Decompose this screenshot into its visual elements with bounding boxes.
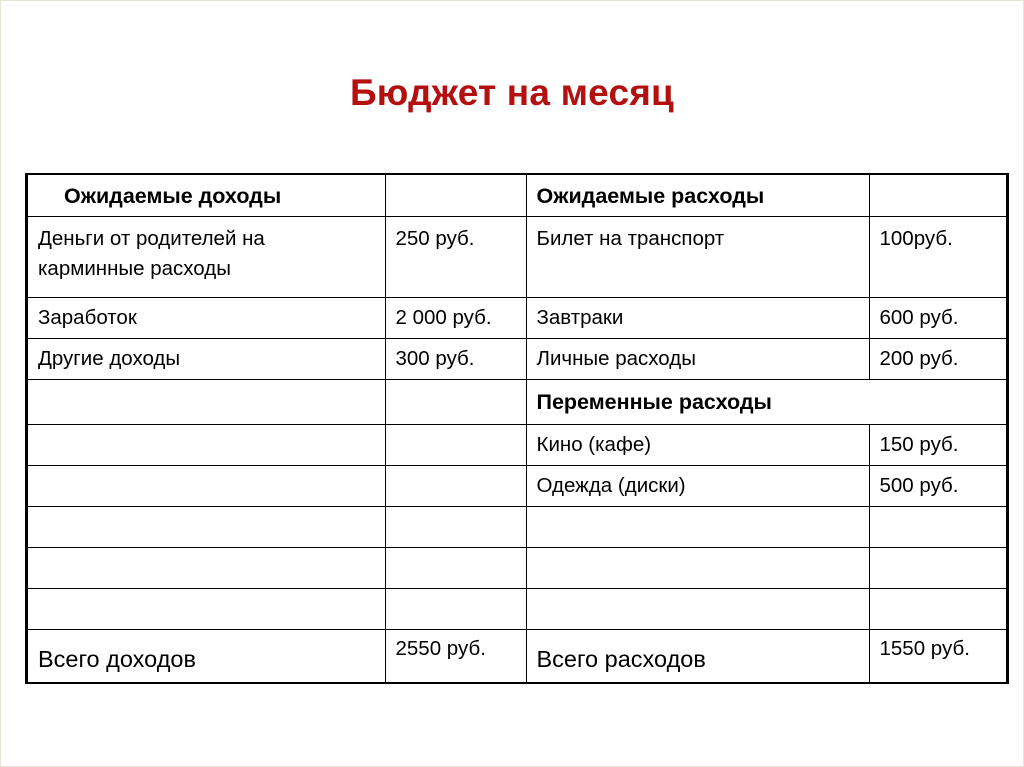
income-amount — [385, 507, 526, 548]
income-item — [27, 466, 385, 507]
expense-amount: 600 руб. — [869, 298, 1007, 339]
income-item: Заработок — [27, 298, 385, 339]
total-expense-amount: 1550 руб. — [869, 630, 1007, 683]
table-row — [27, 548, 1007, 589]
expense-amount — [869, 589, 1007, 630]
expense-amount — [869, 507, 1007, 548]
income-item: Другие доходы — [27, 339, 385, 380]
expense-item — [526, 507, 869, 548]
total-income-amount: 2550 руб. — [385, 630, 526, 683]
income-item: Деньги от родителей на карминные расходы — [27, 217, 385, 298]
page-title: Бюджет на месяц — [349, 72, 674, 113]
table-row — [27, 507, 1007, 548]
expense-item: Одежда (диски) — [526, 466, 869, 507]
table-row — [27, 217, 1007, 298]
table-row — [27, 466, 1007, 507]
expense-item: Личные расходы — [526, 339, 869, 380]
expense-item: Завтраки — [526, 298, 869, 339]
income-header: Ожидаемые доходы — [27, 175, 385, 217]
income-item — [27, 548, 385, 589]
table-row — [27, 589, 1007, 630]
expense-amount: 500 руб. — [869, 466, 1007, 507]
table-header-row — [27, 175, 1007, 217]
table-row — [27, 380, 1007, 425]
expense-header: Ожидаемые расходы — [526, 175, 869, 217]
income-amount — [385, 548, 526, 589]
expense-item: Кино (кафе) — [526, 425, 869, 466]
expense-item — [526, 589, 869, 630]
total-income-label: Всего доходов — [27, 630, 385, 683]
income-amount: 2 000 руб. — [385, 298, 526, 339]
expense-amount: 150 руб. — [869, 425, 1007, 466]
expense-amount: 200 руб. — [869, 339, 1007, 380]
income-amount: 300 руб. — [385, 339, 526, 380]
income-item — [27, 507, 385, 548]
table-row — [27, 425, 1007, 466]
income-amount — [385, 466, 526, 507]
expense-amount-header — [869, 175, 1007, 217]
income-amount-header — [385, 175, 526, 217]
income-amount: 250 руб. — [385, 217, 526, 298]
table-row — [27, 339, 1007, 380]
income-item — [27, 425, 385, 466]
expense-amount: 100руб. — [869, 217, 1007, 298]
total-expense-label: Всего расходов — [526, 630, 869, 683]
income-item — [27, 589, 385, 630]
income-amount — [385, 380, 526, 425]
table-row — [27, 298, 1007, 339]
expense-item: Билет на транспорт — [526, 217, 869, 298]
income-item — [27, 380, 385, 425]
budget-table — [26, 174, 1008, 683]
variable-expenses-section: Переменные расходы — [526, 380, 1007, 425]
income-amount — [385, 425, 526, 466]
totals-row — [27, 630, 1007, 683]
expense-amount — [869, 548, 1007, 589]
income-amount — [385, 589, 526, 630]
expense-item — [526, 548, 869, 589]
